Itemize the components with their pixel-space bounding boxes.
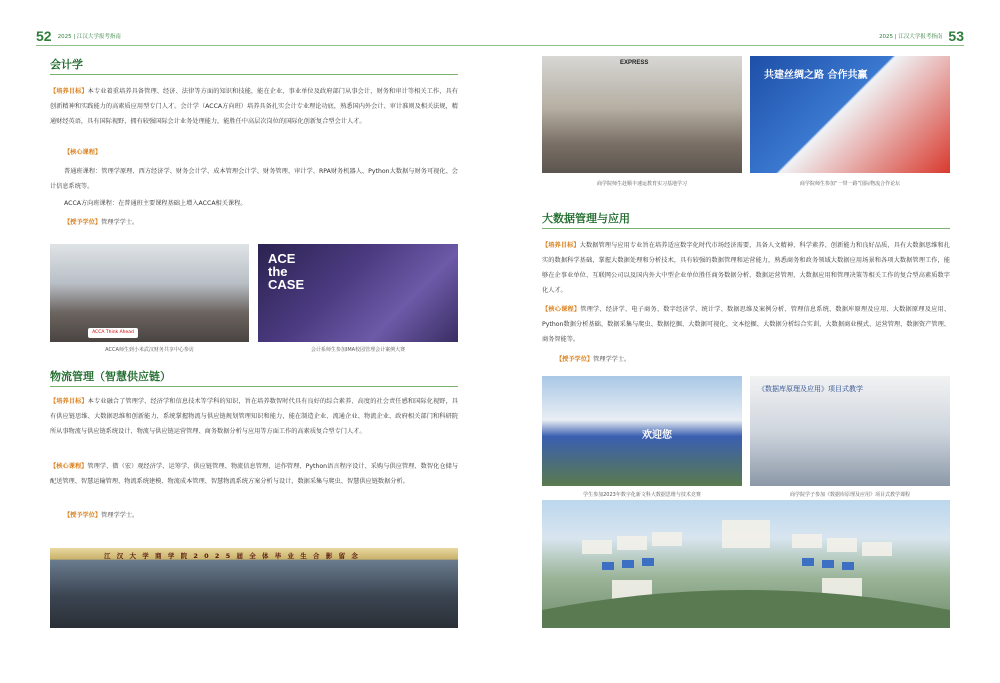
bigdata-core-paragraph [542,302,950,347]
ace-the-case-text: ACE the CASE [268,251,305,292]
bigdata-competition-photo [542,376,742,486]
logistics-core-paragraph [50,459,458,489]
campus-aerial-photo [542,500,950,628]
right-page [500,0,1000,683]
database-course-photo [750,376,950,486]
sf-express-visit-photo [542,56,742,173]
express-sign: EXPRESS [620,60,649,66]
bigdata-title-rule [542,228,950,229]
ima-case-competition-photo [258,244,458,342]
logistics-goal-tag: 【培养目标】 [50,398,88,405]
accounting-degree-text: 管理学学士。 [101,219,139,226]
ima-case-competition-caption: 会计系师生参加IMA校园管理会计案例大赛 [310,347,406,353]
accounting-title-rule [50,74,458,75]
logistics-degree-text: 管理学学士。 [101,512,139,519]
right-header-rule [500,45,964,46]
graduation-group-photo [50,548,458,628]
logistics-core-text: 管理学、微（宏）观经济学、运筹学、供应链管理、物流信息管理、运作管理、Python语言程序设计、采购与供应管理、数智化仓储与配送管理、智慧运输管理、物流系统建模、物流成本管理、智慧物流系统方案分析与设计、数据采集与爬虫、智慧供应链数据分析。 [50,463,459,485]
bigdata-degree-text: 管理学学士。 [593,356,631,363]
bigdata-degree-tag: 【授予学位】 [556,356,594,363]
bigdata-competition-caption: 学生参加2023年数字化新文科大数据思维与技术竞赛 [583,492,701,498]
bigdata-goal-text: 大数据管理与应用专业旨在培养适应数字化时代市场经济需要，具备人文精神、科学素养、创新能力和良好品质，具有大数据思维和扎实的数据科学基础，掌握大数据处理和分析技术，具有较强的数据管理和运营能力，熟悉商务和政务领域大数据应用场景和各项大数据管理工作，能够在企事业单位、互联网公司以及国内外大中型企业单位胜任商务数据分析、数据运营管理、大数据应用和管理决策等相关工作的复合型高素质数字化人才。 [542,242,950,294]
database-course-screen-text: 《数据库原理及应用》项目式教学 [758,385,863,393]
accounting-core-acca: ACCA方向班课程：在普通班主要课程基础上增入ACCA相关课程。 [64,200,247,207]
acca-visit-caption: ACCA师生到小米武汉财务共享中心参访 [105,347,194,353]
left-header-text: 2025 | 江汉大学报考指南 [57,34,121,40]
logistics-goal-paragraph [50,394,458,439]
accounting-goal-tag: 【培养目标】 [50,88,88,95]
logistics-title-rule [50,386,458,387]
right-page-number: 53 [948,28,964,44]
logistics-degree-line [64,508,458,523]
accounting-core-tag: 【核心课程】 [64,149,102,156]
bigdata-title: 大数据管理与应用 [542,212,630,225]
campus-buildings-graphic [542,500,950,628]
bigdata-degree-line [556,352,950,367]
accounting-core-general: 普通班课程：管理学原理、西方经济学、财务会计学、成本管理会计学、财务管理、审计学、RPA财务机器人、Python大数据与财务可视化、会计信息系统等。 [50,168,458,190]
bigdata-goal-paragraph [542,238,950,298]
accounting-goal-text: 本专业着重培养具备管理、经济、法律等方面的知识和技能，能在企业、事业单位及政府部门从事会计、财务和审计等相关工作，具有创新精神和实践能力的高素质应用型专门人才。会计学（ACCA方向班）培养具备扎实会计专业理论功底，熟悉国内外会计、审计准则及相关法规，精通财经英语，具有国际视野，拥有较强国际会计业务处理能力，能胜任中高层次岗位的国际化创新复合型会计人才。 [50,88,458,125]
accounting-degree-tag: 【授予学位】 [64,219,102,226]
sf-express-visit-caption: 商学院师生赴顺丰速运教育实习基地学习 [596,181,687,187]
acca-sign: ACCA Think Ahead [88,328,138,338]
bigdata-core-tag: 【核心课程】 [542,306,581,313]
left-header-rule [36,45,500,46]
logistics-core-tag: 【核心课程】 [50,463,88,470]
bigdata-core-text: 管理学、经济学、电子商务、数字经济学、统计学、数据思维及案例分析、管理信息系统、数据库原理及应用、大数据原理及应用、Python数据分析基础、数据采集与爬虫、数据挖掘、大数据可视化、文本挖掘、大数据分析综合实训、大数据商业模式、运营管理、数据资产管理、商务智能等。 [542,306,951,343]
accounting-goal-paragraph [50,84,458,129]
belt-road-forum-caption: 商学院师生参加“一带一路”国际物流合作论坛 [799,181,901,187]
belt-road-forum-photo [750,56,950,173]
logistics-goal-text: 本专业融合了管理学、经济学和信息技术等学科的知识，旨在培养数智时代具有良好的综合素养、高度的社会责任感和国际化视野，具有供应链思维、大数据思维和创新能力，系统掌握物流与供应链规划管理知识和能力，能在制造企业、流通企业、物流企业、政府相关部门和科研院所从事物流与供应链系统设计、物流与供应链运营管理、商务数据分析与应用等方面工作的高素质复合型专门人才。 [50,398,458,435]
accounting-core-tag-line [64,145,458,160]
left-page-number: 52 [36,28,52,44]
acca-visit-photo [50,244,249,342]
belt-road-banner-text: 共建丝绸之路 合作共赢 [764,70,868,81]
welcome-text: 欢迎您 [642,430,672,441]
right-running-header [879,26,964,46]
accounting-degree-line [64,215,458,230]
left-running-header [36,26,121,46]
bigdata-goal-tag: 【培养目标】 [542,242,580,249]
logistics-degree-tag: 【授予学位】 [64,512,102,519]
logistics-title: 物流管理（智慧供应链） [50,370,171,383]
graduation-banner-text: 江 汉 大 学 商 学 院 2 0 2 5 届 全 体 毕 业 生 合 影 留 念 [104,552,360,560]
accounting-title: 会计学 [50,58,83,71]
right-header-text: 2025 | 江汉大学报考指南 [879,34,943,40]
database-course-caption: 商学院学子参加《数据库原理及应用》项目式教学课程 [789,492,910,498]
